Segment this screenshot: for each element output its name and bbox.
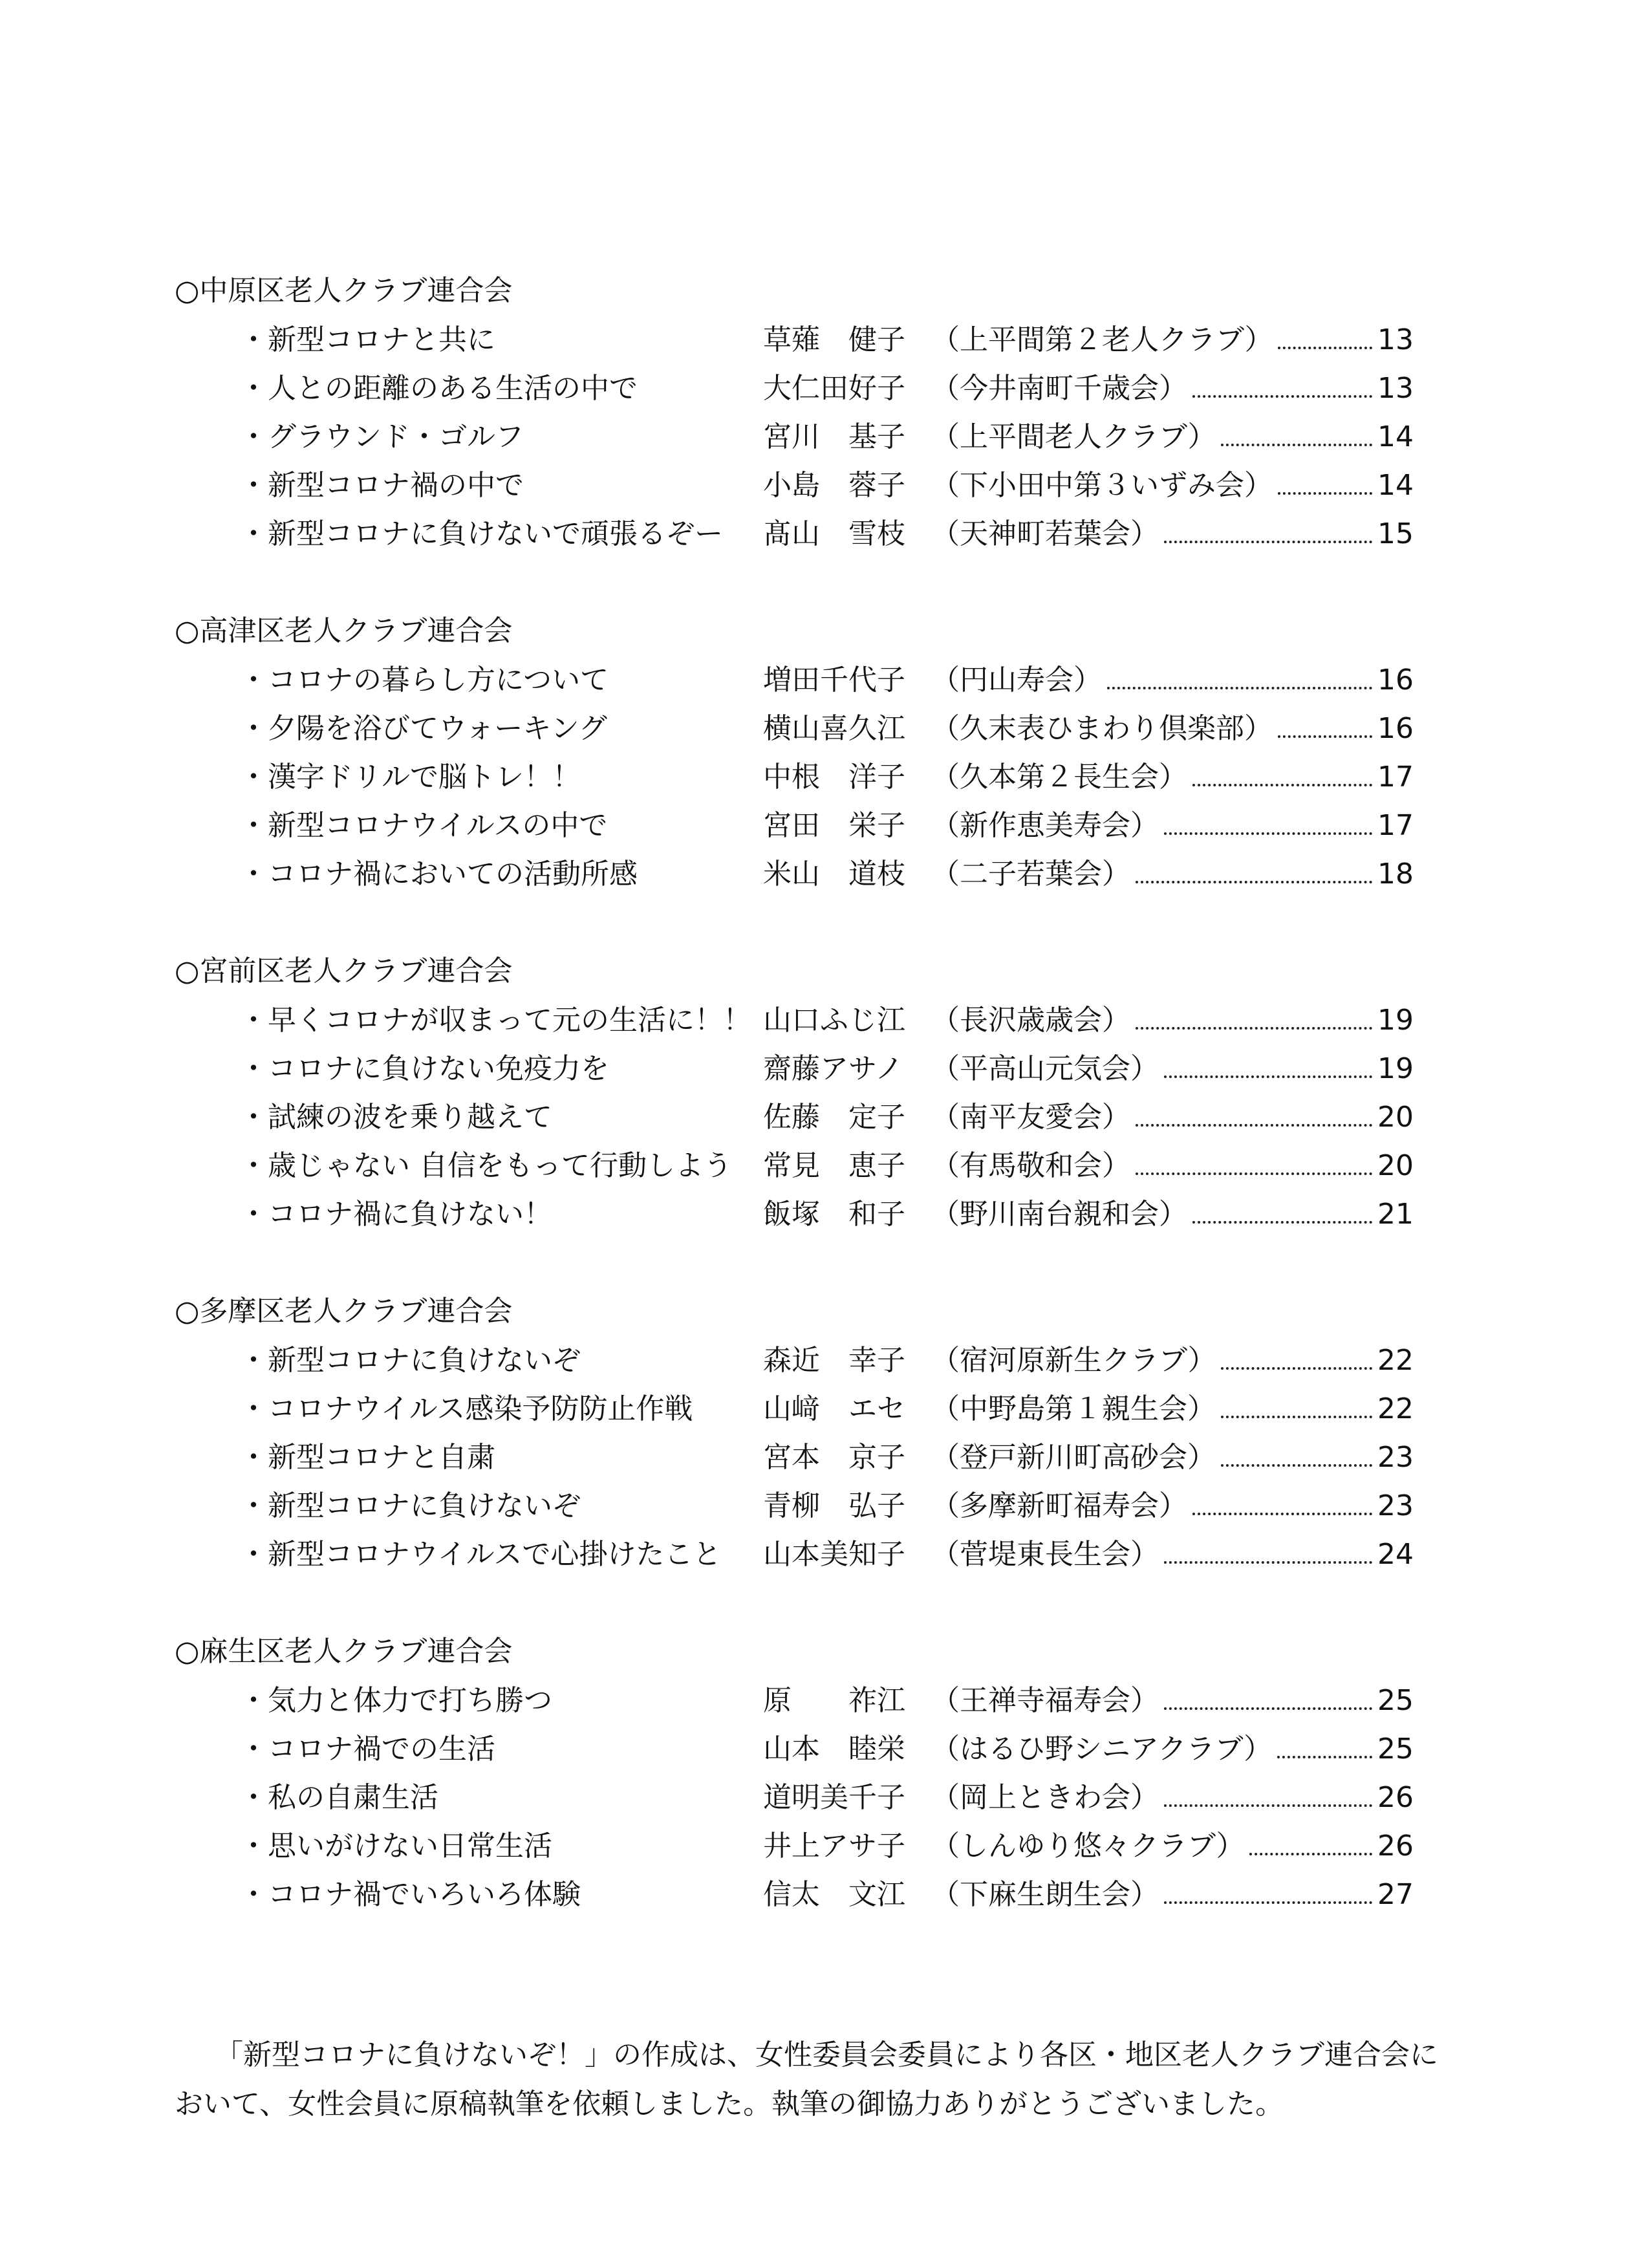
entry-author: 原 祚江 bbox=[763, 1684, 905, 1717]
entry-club: （天神町若葉会） bbox=[931, 517, 1159, 550]
entry-page-number: 27 bbox=[1377, 1878, 1414, 1911]
entry-author: 宮川 基子 bbox=[763, 420, 905, 453]
entry-title: ・新型コロナウイルスの中で bbox=[239, 810, 608, 842]
entry-club: （野川南台親和会） bbox=[931, 1198, 1187, 1231]
entry-page-number: 14 bbox=[1377, 420, 1414, 453]
toc-entry bbox=[175, 1004, 1429, 1053]
dot-leader bbox=[1164, 521, 1372, 543]
entry-author: 佐藤 定子 bbox=[763, 1101, 905, 1134]
toc-entry bbox=[175, 1442, 1429, 1490]
entry-title: ・気力と体力で打ち勝つ bbox=[239, 1685, 552, 1717]
dot-leader bbox=[1192, 764, 1372, 786]
entry-page-number: 16 bbox=[1377, 712, 1414, 745]
toc-entry bbox=[175, 1345, 1429, 1393]
dot-leader bbox=[1164, 1542, 1372, 1564]
entry-page-number: 15 bbox=[1377, 517, 1414, 550]
entry-club: （はるひ野シニアクラブ） bbox=[931, 1733, 1273, 1766]
toc-entry bbox=[175, 713, 1429, 761]
entry-title: ・新型コロナに負けないぞ bbox=[239, 1345, 581, 1377]
entry-title: ・コロナウイルス感染予防防止作戦 bbox=[239, 1393, 693, 1425]
entry-club: （中野島第１親生会） bbox=[931, 1392, 1216, 1425]
toc-entry bbox=[175, 810, 1429, 858]
entry-page-number: 25 bbox=[1377, 1684, 1414, 1717]
toc-section bbox=[175, 955, 1429, 1247]
entry-club: （有馬敬和会） bbox=[931, 1149, 1130, 1182]
entry-page-number: 22 bbox=[1377, 1392, 1414, 1425]
toc-section bbox=[175, 275, 1429, 567]
entry-author: 米山 道枝 bbox=[763, 858, 905, 891]
dot-leader bbox=[1278, 716, 1372, 738]
dot-leader bbox=[1136, 1105, 1372, 1127]
entry-title: ・早くコロナが収まって元の生活に！！ bbox=[239, 1004, 751, 1037]
entry-club: （上平間老人クラブ） bbox=[931, 420, 1216, 453]
entry-author: 信太 文江 bbox=[763, 1878, 905, 1911]
dot-leader bbox=[1164, 1882, 1372, 1904]
entry-title: ・新型コロナ禍の中で bbox=[239, 470, 524, 502]
toc-entry bbox=[175, 1830, 1429, 1879]
entry-title: ・コロナに負けない免疫力を bbox=[239, 1053, 609, 1085]
dot-leader bbox=[1107, 667, 1372, 689]
dot-leader bbox=[1278, 473, 1372, 495]
toc-entry bbox=[175, 1198, 1429, 1247]
toc-section bbox=[175, 1636, 1429, 1927]
toc-entry bbox=[175, 1733, 1429, 1782]
entry-title: ・新型コロナと自粛 bbox=[239, 1442, 495, 1474]
entry-page-number: 14 bbox=[1377, 469, 1414, 502]
entry-club: （今井南町千歳会） bbox=[931, 372, 1187, 405]
entry-title: ・コロナ禍においての活動所感 bbox=[239, 858, 638, 891]
entry-page-number: 23 bbox=[1377, 1489, 1414, 1522]
toc-entry bbox=[175, 518, 1429, 567]
entry-page-number: 22 bbox=[1377, 1344, 1414, 1377]
section-title: ○中原区老人クラブ連合会 bbox=[175, 274, 513, 307]
dot-leader bbox=[1136, 861, 1372, 883]
footer-note-text: 「新型コロナに負けないぞ！」の作成は、女性委員会委員により各区・地区老人クラブ連合会において、女性会員に原稿執筆を依頼しました。執筆の御協力ありがとうございました。 bbox=[175, 2038, 1438, 2121]
entry-page-number: 24 bbox=[1377, 1538, 1414, 1571]
dot-leader bbox=[1164, 1056, 1372, 1078]
entry-club: （多摩新町福寿会） bbox=[931, 1489, 1187, 1522]
toc-entry bbox=[175, 1782, 1429, 1830]
toc-entry bbox=[175, 1101, 1429, 1150]
entry-club: （平高山元気会） bbox=[931, 1052, 1159, 1085]
entry-author: 森近 幸子 bbox=[763, 1344, 905, 1377]
entry-club: （登戸新川町高砂会） bbox=[931, 1441, 1216, 1474]
entry-page-number: 13 bbox=[1377, 323, 1414, 356]
dot-leader bbox=[1278, 327, 1372, 349]
entry-page-number: 19 bbox=[1377, 1004, 1414, 1037]
entry-club: （菅堤東長生会） bbox=[931, 1538, 1159, 1571]
entry-author: 山﨑 エセ bbox=[763, 1392, 905, 1425]
entry-page-number: 21 bbox=[1377, 1198, 1414, 1231]
dot-leader bbox=[1164, 1785, 1372, 1807]
entry-author: 常見 恵子 bbox=[763, 1149, 905, 1182]
dot-leader bbox=[1192, 1493, 1372, 1515]
entry-page-number: 17 bbox=[1377, 809, 1414, 842]
entry-author: 井上アサ子 bbox=[763, 1830, 905, 1863]
toc-entry bbox=[175, 761, 1429, 810]
entry-title: ・夕陽を浴びてウォーキング bbox=[239, 713, 607, 745]
entry-club: （南平友愛会） bbox=[931, 1101, 1130, 1134]
entry-author: 山本 睦栄 bbox=[763, 1733, 905, 1766]
dot-leader bbox=[1164, 813, 1372, 835]
entry-club: （宿河原新生クラブ） bbox=[931, 1344, 1216, 1377]
entry-page-number: 25 bbox=[1377, 1733, 1414, 1766]
dot-leader bbox=[1249, 1833, 1372, 1855]
entry-club: （下麻生朗生会） bbox=[931, 1878, 1159, 1911]
dot-leader bbox=[1136, 1008, 1372, 1030]
entry-title: ・新型コロナに負けないぞ bbox=[239, 1490, 581, 1522]
entry-club: （王禅寺福寿会） bbox=[931, 1684, 1159, 1717]
entry-title: ・人との距離のある生活の中で bbox=[239, 373, 638, 405]
entry-author: 中根 洋子 bbox=[763, 761, 905, 794]
entry-page-number: 23 bbox=[1377, 1441, 1414, 1474]
entry-title: ・コロナ禍でいろいろ体験 bbox=[239, 1879, 581, 1911]
section-title: ○多摩区老人クラブ連合会 bbox=[175, 1295, 513, 1328]
entry-author: 宮本 京子 bbox=[763, 1441, 905, 1474]
dot-leader bbox=[1221, 1396, 1372, 1418]
dot-leader bbox=[1136, 1153, 1372, 1175]
toc-entry bbox=[175, 1053, 1429, 1101]
entry-page-number: 26 bbox=[1377, 1830, 1414, 1863]
entry-author: 大仁田好子 bbox=[763, 372, 905, 405]
dot-leader bbox=[1221, 1445, 1372, 1467]
entry-club: （久本第２長生会） bbox=[931, 761, 1187, 794]
entry-title: ・私の自粛生活 bbox=[239, 1782, 438, 1814]
entry-page-number: 20 bbox=[1377, 1149, 1414, 1182]
entry-page-number: 20 bbox=[1377, 1101, 1414, 1134]
entry-club: （長沢歳歳会） bbox=[931, 1004, 1130, 1037]
entry-author: 横山喜久江 bbox=[763, 712, 905, 745]
entry-author: 草薙 健子 bbox=[763, 323, 905, 356]
dot-leader bbox=[1164, 1688, 1372, 1710]
toc-entry bbox=[175, 324, 1429, 373]
entry-author: 山口ふじ江 bbox=[763, 1004, 905, 1037]
entry-club: （円山寿会） bbox=[931, 664, 1102, 697]
entry-club: （上平間第２老人クラブ） bbox=[931, 323, 1273, 356]
toc-entry bbox=[175, 1393, 1429, 1442]
entry-club: （下小田中第３いずみ会） bbox=[931, 469, 1273, 502]
toc-entry bbox=[175, 373, 1429, 421]
entry-title: ・思いがけない日常生活 bbox=[239, 1830, 552, 1863]
table-of-contents bbox=[175, 275, 1429, 1976]
entry-club: （二子若葉会） bbox=[931, 858, 1130, 891]
entry-page-number: 26 bbox=[1377, 1781, 1414, 1814]
toc-entry bbox=[175, 470, 1429, 518]
entry-page-number: 16 bbox=[1377, 664, 1414, 697]
dot-leader bbox=[1221, 1348, 1372, 1370]
entry-club: （岡上ときわ会） bbox=[931, 1781, 1159, 1814]
entry-page-number: 13 bbox=[1377, 372, 1414, 405]
section-title: ○高津区老人クラブ連合会 bbox=[175, 614, 513, 647]
entry-author: 小島 蓉子 bbox=[763, 469, 905, 502]
entry-title: ・新型コロナに負けないで頑張るぞー bbox=[239, 518, 723, 550]
entry-title: ・コロナ禍に負けない！ bbox=[239, 1198, 552, 1231]
dot-leader bbox=[1192, 1202, 1372, 1224]
entry-title: ・漢字ドリルで脳トレ！！ bbox=[239, 761, 581, 794]
entry-title: ・グラウンド・ゴルフ bbox=[239, 421, 524, 453]
entry-author: 道明美千子 bbox=[763, 1781, 905, 1814]
toc-section bbox=[175, 1295, 1429, 1587]
entry-author: 髙山 雪枝 bbox=[763, 517, 905, 550]
footer-note bbox=[175, 2031, 1442, 2129]
toc-entry bbox=[175, 664, 1429, 713]
entry-title: ・歳じゃない 自信をもって行動しよう bbox=[239, 1150, 732, 1182]
toc-section bbox=[175, 615, 1429, 907]
section-title: ○麻生区老人クラブ連合会 bbox=[175, 1635, 513, 1668]
entry-title: ・新型コロナウイルスで心掛けたこと bbox=[239, 1539, 722, 1571]
toc-entry bbox=[175, 421, 1429, 470]
dot-leader bbox=[1277, 1736, 1372, 1758]
entry-page-number: 19 bbox=[1377, 1052, 1414, 1085]
entry-page-number: 18 bbox=[1377, 858, 1414, 891]
entry-club: （新作恵美寿会） bbox=[931, 809, 1159, 842]
dot-leader bbox=[1221, 424, 1372, 446]
entry-author: 齋藤アサノ bbox=[763, 1052, 903, 1085]
entry-author: 宮田 栄子 bbox=[763, 809, 905, 842]
section-title: ○宮前区老人クラブ連合会 bbox=[175, 955, 513, 988]
entry-club: （久末表ひまわり倶楽部） bbox=[931, 712, 1273, 745]
entry-page-number: 17 bbox=[1377, 761, 1414, 794]
entry-title: ・試練の波を乗り越えて bbox=[239, 1101, 552, 1134]
toc-entry bbox=[175, 1685, 1429, 1733]
entry-club: （しんゆり悠々クラブ） bbox=[931, 1830, 1245, 1863]
entry-title: ・新型コロナと共に bbox=[239, 324, 495, 356]
toc-entry bbox=[175, 1879, 1429, 1927]
entry-author: 青柳 弘子 bbox=[763, 1489, 905, 1522]
entry-author: 山本美知子 bbox=[763, 1538, 905, 1571]
entry-author: 飯塚 和子 bbox=[763, 1198, 905, 1231]
toc-entry bbox=[175, 1150, 1429, 1198]
entry-author: 増田千代子 bbox=[763, 664, 905, 697]
toc-entry bbox=[175, 1490, 1429, 1539]
toc-entry bbox=[175, 858, 1429, 907]
entry-title: ・コロナの暮らし方について bbox=[239, 664, 609, 697]
toc-entry bbox=[175, 1539, 1429, 1587]
entry-title: ・コロナ禍での生活 bbox=[239, 1733, 495, 1766]
dot-leader bbox=[1192, 376, 1372, 398]
